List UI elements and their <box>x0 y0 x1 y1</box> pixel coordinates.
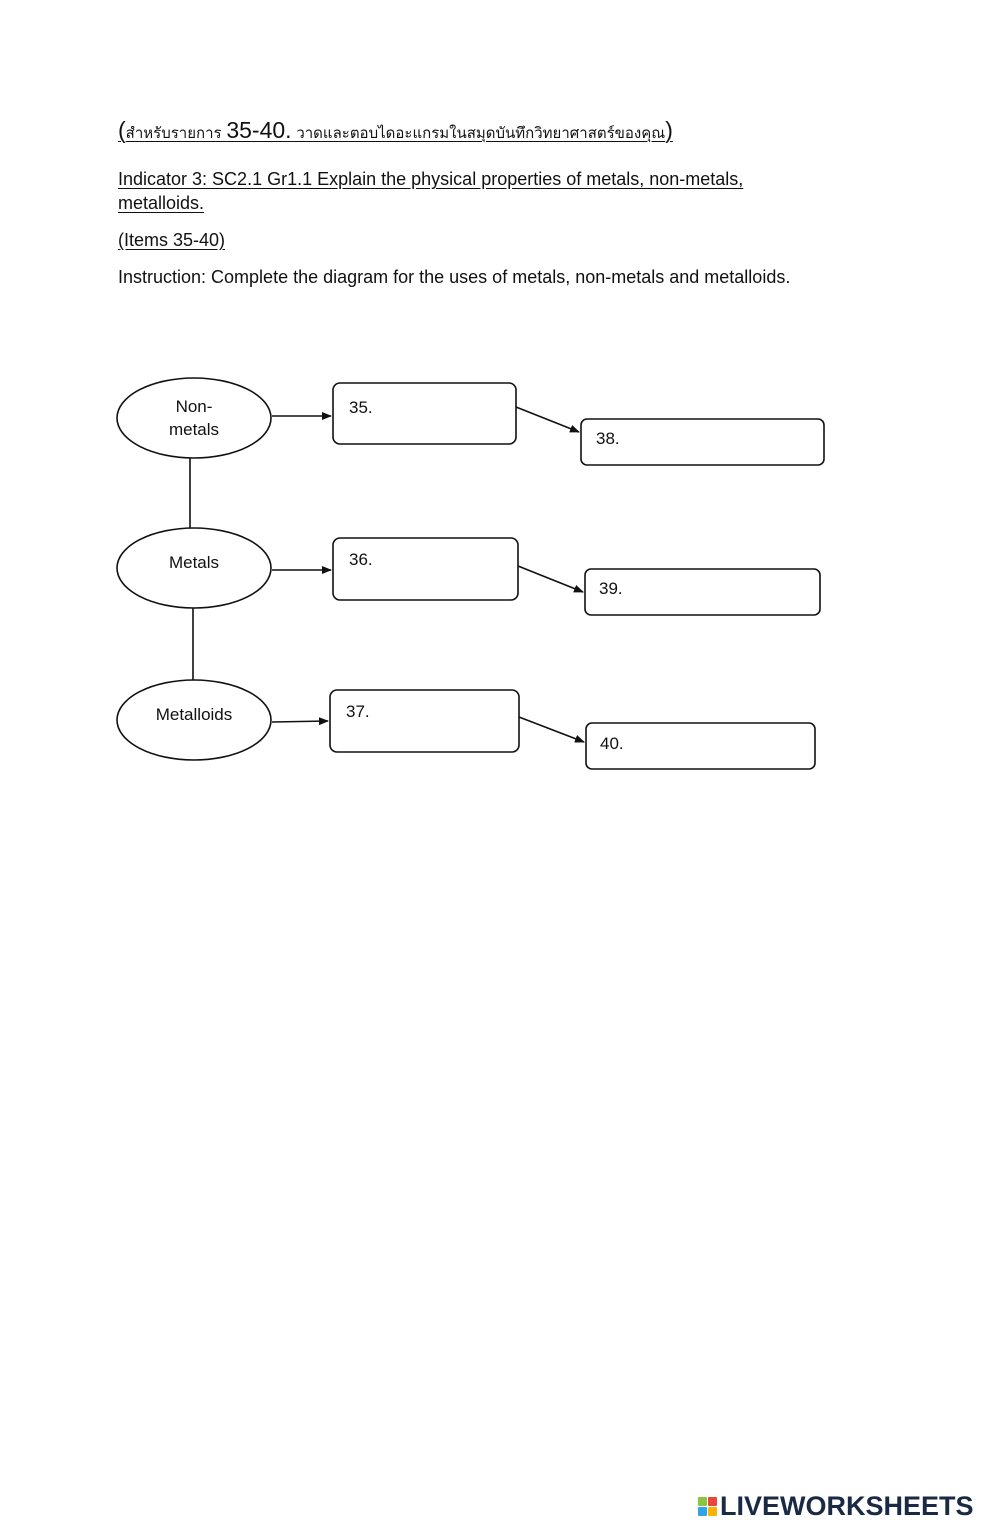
answer-box-37[interactable] <box>330 690 519 752</box>
box-36-label: 36. <box>349 550 373 569</box>
liveworksheets-logo <box>698 1490 974 1522</box>
box-39-label: 39. <box>599 579 623 598</box>
instruction-text: Instruction: Complete the diagram for the uses of metals, non-metals and metalloids. <box>118 267 791 287</box>
answer-box-36[interactable] <box>333 538 518 600</box>
arrow-35-to-38 <box>516 407 579 432</box>
mark-tile-e <box>708 1507 717 1516</box>
nonmetals-label-line2: metals <box>168 420 220 439</box>
open-paren: ( <box>118 117 126 143</box>
box-35-label: 35. <box>349 398 373 417</box>
liveworksheets-mark-icon <box>698 1497 717 1516</box>
metals-label: Metals <box>168 553 220 572</box>
liveworksheets-wordmark: LIVEWORKSHEETS <box>720 1490 974 1521</box>
indicator-line-2: metalloids. <box>118 193 205 213</box>
thai-item-range: 35-40. <box>226 117 292 143</box>
mark-tile-l <box>698 1497 707 1506</box>
indicator-line-1: Indicator 3: SC2.1 Gr1.1 Explain the physical properties of metals, non-metals, <box>118 169 744 189</box>
thai-suffix: วาดและตอบไดอะแกรมในสมุดบันทึกวิทยาศาสตร์ของคุณ <box>291 124 666 142</box>
box-40-label: 40. <box>600 734 624 753</box>
arrow-36-to-39 <box>518 566 583 592</box>
mark-tile-v <box>698 1507 707 1516</box>
nonmetals-label-line1: Non- <box>175 397 213 416</box>
close-paren: ) <box>665 117 673 143</box>
nonmetals-oval <box>117 378 271 458</box>
items-label: (Items 35-40) <box>118 230 226 250</box>
metalloids-label: Metalloids <box>155 705 233 724</box>
arrow-metalloids-to-37 <box>272 721 328 722</box>
arrow-37-to-40 <box>519 717 584 742</box>
thai-prefix: สำหรับรายการ <box>125 124 227 142</box>
box-37-label: 37. <box>346 702 370 721</box>
box-38-label: 38. <box>596 429 620 448</box>
mark-tile-i <box>708 1497 717 1506</box>
